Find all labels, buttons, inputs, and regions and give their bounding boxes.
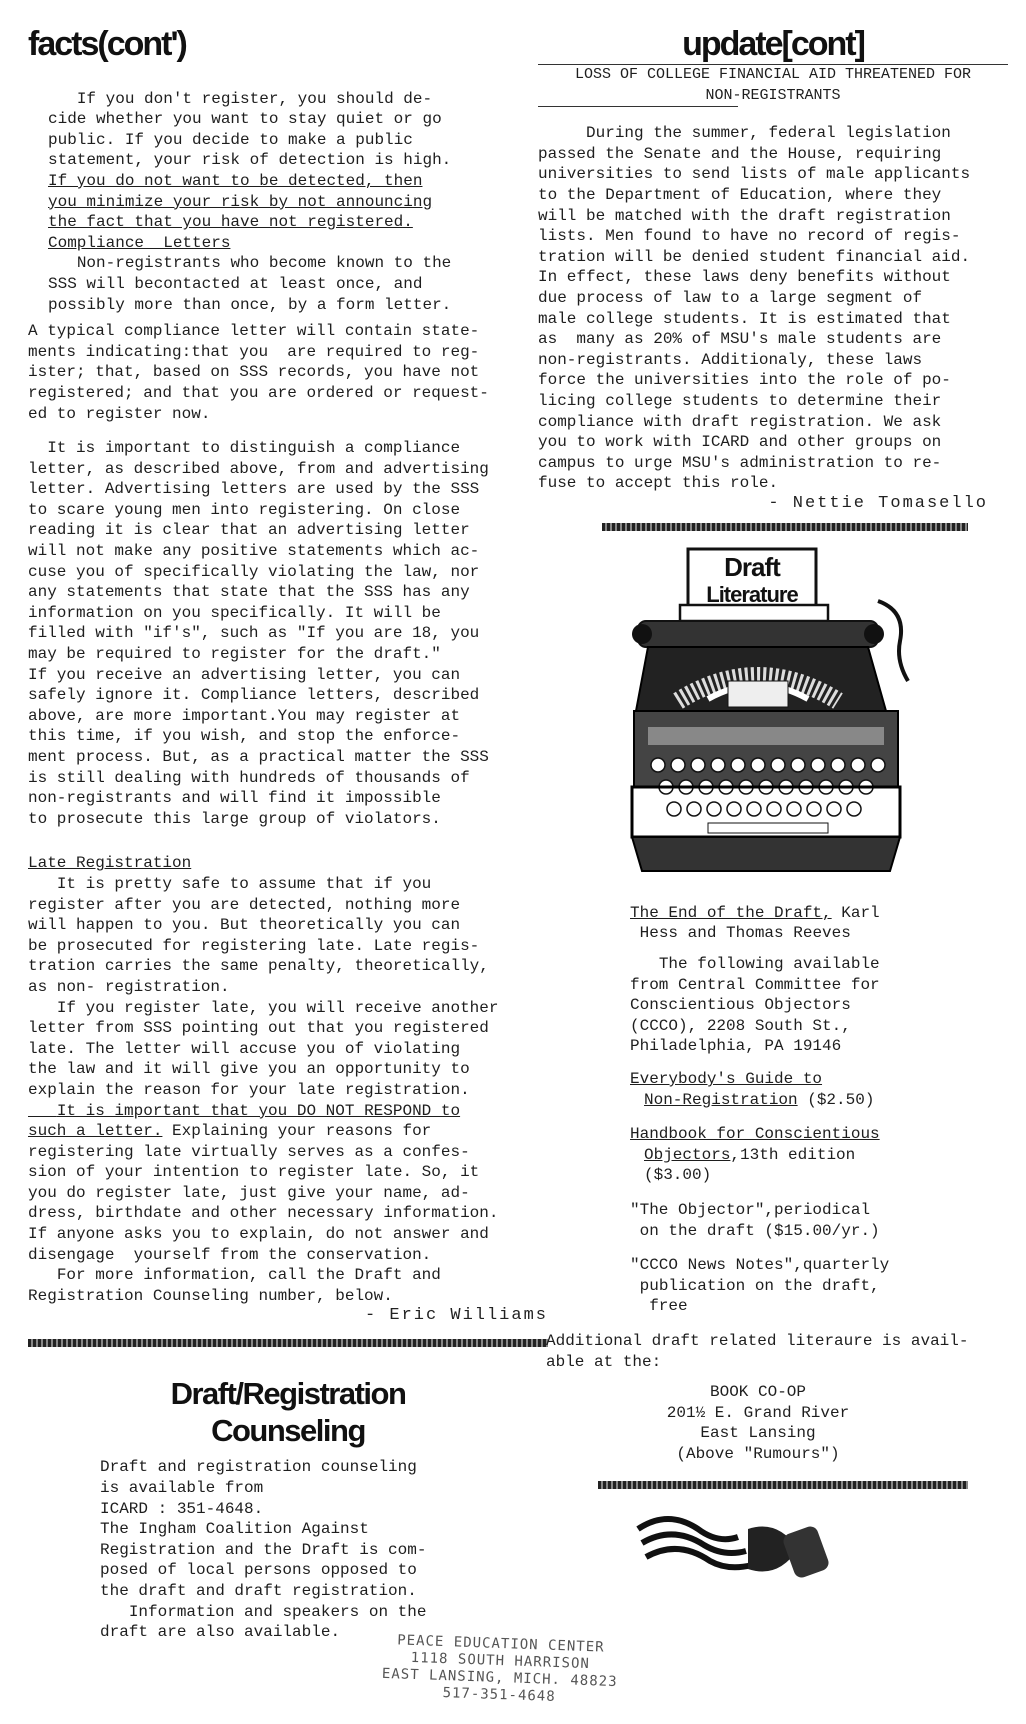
left-divider-bar xyxy=(28,1339,548,1347)
update-heading: update[cont] xyxy=(682,25,864,63)
counseling-body: Draft and registration counseling is available from ICARD : 351-4648. The Ingham Coalition Against Registration and the Draft is com- posed of local persons opposed to the draft and draft registration. Information and speakers on the draft are also available. xyxy=(100,1458,427,1642)
bottom-illustration xyxy=(628,1499,838,1599)
book-coop-address: BOOK CO-OP 201½ E. Grand River East Lansing (Above "Rumours") xyxy=(666,1383,850,1463)
update-column xyxy=(538,24,1008,1599)
nettie-tomasello-signature: - Nettie Tomasello xyxy=(768,493,988,513)
additional-literature: Additional draft related literaure is avail- able at the: xyxy=(546,1331,969,1371)
late-registration-title: Late Registration xyxy=(28,854,192,873)
distinguish-paragraph: It is important to distinguish a compliance letter, as described above, from and advertising letter. Advertising letters are used by the SSS to scare young men into registering. On close reading it is clear that an advertising letter will not make any positive statements which ac- cuse you of specifically violating the law, nor any statements that state that the SSS has any information on you specifically. It will be filled with "if's", such as "If you are 18, you may be required to register for the draft." If you receive an advertising letter, you can safely ignore it. Compliance letters, described above, are more important.You may register at this time, if you wish, and stop the enforce- ment process. But, as a practical matter the SSS is still dealing with hundreds of thousands of non-registrants and will find it impossible to prosecute this large group of violators. xyxy=(28,439,489,828)
compliance-letters-title: Compliance Letters xyxy=(48,233,231,252)
compliance-paragraph-1: Non-registrants who become known to the SSS will becontacted at least once, and possibly more than once, by a form letter. xyxy=(48,254,452,314)
book-everybodys-guide: Everybody's Guide to Non-Registration ($2.50) xyxy=(630,1070,875,1109)
eric-williams-signature: - Eric Williams xyxy=(364,1306,548,1326)
right-divider-bar-bottom xyxy=(598,1481,968,1489)
facts-advice-underlined: If you do not want to be detected, then you minimize your risk by not announcing the fact that you have not registered. xyxy=(48,171,433,232)
counseling-heading-line2: Counseling xyxy=(211,1413,365,1449)
ccco-news-notes: "CCCO News Notes",quarterly publication on the draft, free xyxy=(630,1256,890,1316)
hand-drawn-illustration-icon xyxy=(628,1499,838,1599)
counseling-heading-line1: Draft/Registration xyxy=(170,1376,406,1412)
late-paragraph-2: If you register late, you will receive another letter from SSS pointing out that you registered late. The letter will accuse you of violating the law and it will give you an opportunity to explain the reason for your late registration. xyxy=(28,998,499,1099)
draft-literature-typewriter-illustration xyxy=(628,541,928,893)
paper-title: Draft Literature xyxy=(706,551,798,607)
facts-intro: If you don't register, you should de- cide whether you want to stay quiet or go public. If you decide to make a public statement, your risk of detection is high. xyxy=(48,89,452,170)
book-end-of-draft: The End of the Draft, Karl Hess and Thomas Reeves xyxy=(630,903,880,943)
financial-aid-body: During the summer, federal legislation passed the Senate and the House, requiring universities to send lists of male applicants to the Department of Education, where they will be matched with the draft registration lists. Men found to have no record of regis- tration will be denied student financial aid. In effect, these laws deny benefits without due process of law to a large segment of male college students. It is estimated that as many as 20% of MSU's male students are non-registrants. Additionaly, these laws force the universities into the role of po- licing college students to determine their compliance with draft registration. We ask you to work with ICARD and other groups on campus to urge MSU's administration to re- fuse to accept this role. xyxy=(538,124,971,493)
compliance-paragraph-2: A typical compliance letter will contain state- ments indicating:that you are required to reg- ister; that, based on SSS records, you have not registered; and that you are ordered or request- ed to register now. xyxy=(28,322,489,423)
right-divider-bar-top xyxy=(602,523,968,531)
ccco-availability: The following available from Central Committee for Conscientious Objectors (CCCO), 2208 South St., Philadelphia, PA 19146 xyxy=(630,955,880,1056)
financial-aid-subhead-1: LOSS OF COLLEGE FINANCIAL AID THREATENED FOR xyxy=(574,66,972,83)
peace-education-center-stamp: PEACE EDUCATION CENTER 1118 SOUTH HARRISON EAST LANSING, MICH. 48823 517-351-4648 xyxy=(381,1632,618,1705)
book-handbook-objectors: Handbook for Conscientious Objectors,13th edition ($3.00) xyxy=(630,1125,880,1185)
periodical-the-objector: "The Objector",periodical on the draft ($15.00/yr.) xyxy=(630,1201,880,1240)
late-paragraph-3: It is important that you DO NOT RESPOND to such a letter. Explaining your reasons for registering late virtually serves as a confes- sion of your intention to register late. So, it you do register late, just give your name, ad- dress, birthdate and other necessary information. If anyone asks you to explain, do not answer and disengage yourself from the conservation. For more information, call the Draft and Registration Counseling number, below. xyxy=(28,1101,499,1305)
facts-column xyxy=(28,24,548,1643)
financial-aid-subhead-2: NON-REGISTRANTS xyxy=(705,86,841,104)
facts-heading: facts(cont') xyxy=(28,25,186,63)
late-paragraph-1: It is pretty safe to assume that if you register after you are detected, nothing more will happen to you. But theoretically you can be prosecuted for registering late. Late regis- tration carries the same penalty, theoretically, as non- registration. xyxy=(28,874,489,996)
